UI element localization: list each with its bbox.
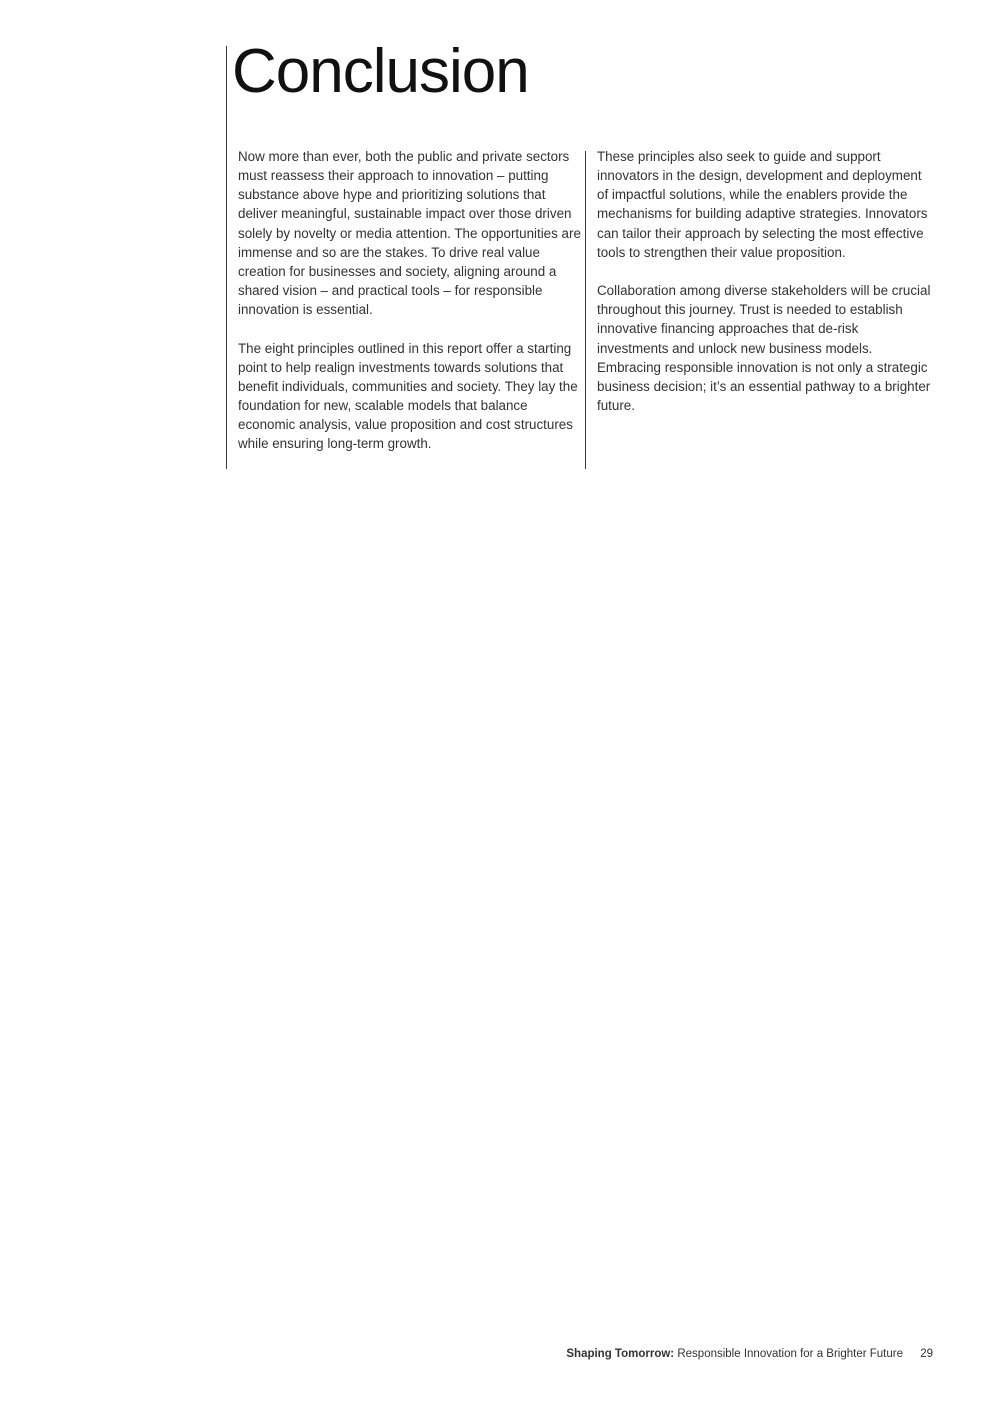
left-text-column	[238, 147, 583, 473]
right-paragraph-2: Collaboration among diverse stakeholders will be crucial throughout this journey. Trust is needed to establish innovative financing approaches that de-risk investments and unlock new business models. Embracing responsible innovation is not only a strategic business decision; it’s an essential pathway to a brighter future.	[597, 283, 931, 414]
left-paragraph-1: Now more than ever, both the public and private sectors must reassess their approach to innovation – putting substance above hype and prioritizing solutions that deliver meaningful, sustainable impact over those driven solely by novelty or media attention. The opportunities are immense and so are the stakes. To drive real value creation for businesses and society, aligning around a shared vision – and practical tools – for responsible innovation is essential.	[238, 149, 581, 318]
left-vertical-rule	[226, 46, 227, 469]
column-divider-rule	[585, 151, 586, 469]
page-footer	[566, 1346, 933, 1362]
page-title: Conclusion	[232, 37, 529, 106]
right-text-column	[597, 147, 932, 434]
page-number: 29	[920, 1348, 933, 1360]
footer-report-title: Shaping Tomorrow:	[566, 1348, 675, 1360]
left-paragraph-2: The eight principles outlined in this report offer a starting point to help realign investments towards solutions that benefit individuals, communities and society. They lay the foundation for new, scalable models that balance economic analysis, value proposition and cost structures while ensuring long-term growth.	[238, 340, 578, 452]
right-paragraph-1: These principles also seek to guide and support innovators in the design, development and deployment of impactful solutions, while the enablers provide the mechanisms for building adaptive strategies. Innovators can tailor their approach by selecting the most effective tools to strengthen their value proposition.	[597, 149, 928, 260]
footer-report-subtitle: Responsible Innovation for a Brighter Future	[677, 1348, 903, 1360]
